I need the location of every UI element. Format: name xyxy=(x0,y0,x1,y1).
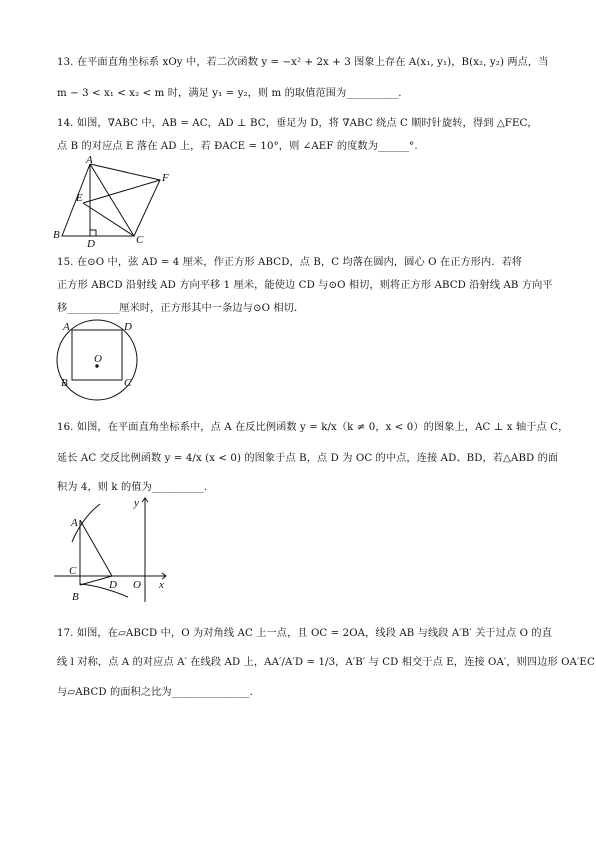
segment-bd xyxy=(80,576,112,585)
label-a: A xyxy=(86,154,93,166)
segment-a-f-c xyxy=(90,164,160,236)
label-c: C xyxy=(124,377,132,389)
triangle-abc xyxy=(62,164,134,236)
q14-triangle-figure xyxy=(50,156,175,248)
label-b: B xyxy=(61,377,68,389)
q17-line-3: 与▱ABCD 的面积之比为_______________. xyxy=(57,687,253,698)
q16-line-3: 积为 4，则 k 的值为__________. xyxy=(57,482,208,493)
label-d: D xyxy=(87,238,95,250)
label-a: A xyxy=(71,517,78,529)
label-y: y xyxy=(134,497,139,509)
label-o: O xyxy=(133,579,141,591)
q17-line-1: 17. 如图，在▱ABCD 中，O 为对角线 AC 上一点，且 OC = 2OA，线段 AB 与线段 A′B′ 关于过点 O 的直 xyxy=(57,628,552,639)
q17-line-2: 线 l 对称，点 A 的对应点 A′ 在线段 AD 上，AA′/A′D = 1/3，A′B′ 与 CD 相交于点 E，连接 OA′，则四边形 OA′EC xyxy=(57,657,595,668)
q16-line-2: 延长 AC 交反比例函数 y = 4/x (x < 0) 的图象于点 B，点 D 为 OC 的中点，连接 AD、BD，若△ABD 的面 xyxy=(57,453,559,464)
label-a: A xyxy=(63,321,70,333)
label-x: x xyxy=(159,579,164,591)
q13-line-1: 13. 在平面直角坐标系 xOy 中，若二次函数 y = −x² + 2x + 3 图象上存在 A(x₁, y₁)，B(x₂, y₂) 两点，当 xyxy=(57,57,549,68)
label-c: C xyxy=(136,234,144,246)
label-d: D xyxy=(124,321,132,333)
q16-coordinate-figure xyxy=(52,494,172,606)
q15-line-2: 正方形 ABCD 沿射线 AD 方向平移 1 厘米，能使边 CD 与⊙O 相切，则将正方形 ABCD 沿射线 AB 方向平 xyxy=(57,280,553,291)
label-e: E xyxy=(76,192,83,204)
q16-line-1: 16. 如图，在平面直角坐标系中，点 A 在反比例函数 y = k/x（k ≠ 0，x < 0）的图象上，AC ⊥ x 轴于点 C， xyxy=(57,422,569,433)
segment-ad xyxy=(80,520,112,576)
label-o: O xyxy=(94,353,102,365)
q15-circle-square-figure xyxy=(52,318,148,404)
segment-ec xyxy=(83,203,134,236)
label-d: D xyxy=(109,579,117,591)
q13-line-2: m − 3 < x₁ < x₂ < m 时，满足 y₁ = y₂，则 m 的取值范围为__________. xyxy=(57,88,402,99)
right-angle-mark xyxy=(90,230,96,236)
center-point-o xyxy=(96,365,98,367)
q14-line-1: 14. 如图，∇ABC 中，AB = AC，AD ⊥ BC，垂足为 D，将 ∇ABC 绕点 C 顺时针旋转，得到 △FEC， xyxy=(57,118,538,129)
curve-y-4-over-x xyxy=(80,584,128,597)
q14-line-2: 点 B 的对应点 E 落在 AD 上，若 ÐACE = 10°，则 ∠AEF 的度数为______°. xyxy=(57,141,418,152)
label-b: B xyxy=(53,229,60,241)
segment-ef xyxy=(83,180,160,203)
q15-line-3: 移__________厘米时，正方形其中一条边与⊙O 相切． xyxy=(57,303,305,314)
label-f: F xyxy=(162,172,169,184)
q15-line-1: 15. 在⊙O 中，弦 AD = 4 厘米，作正方形 ABCD，点 B，C 均落在圆内，圆心 O 在正方形内．若将 xyxy=(57,257,523,268)
label-c: C xyxy=(69,565,77,577)
label-b: B xyxy=(72,591,79,603)
